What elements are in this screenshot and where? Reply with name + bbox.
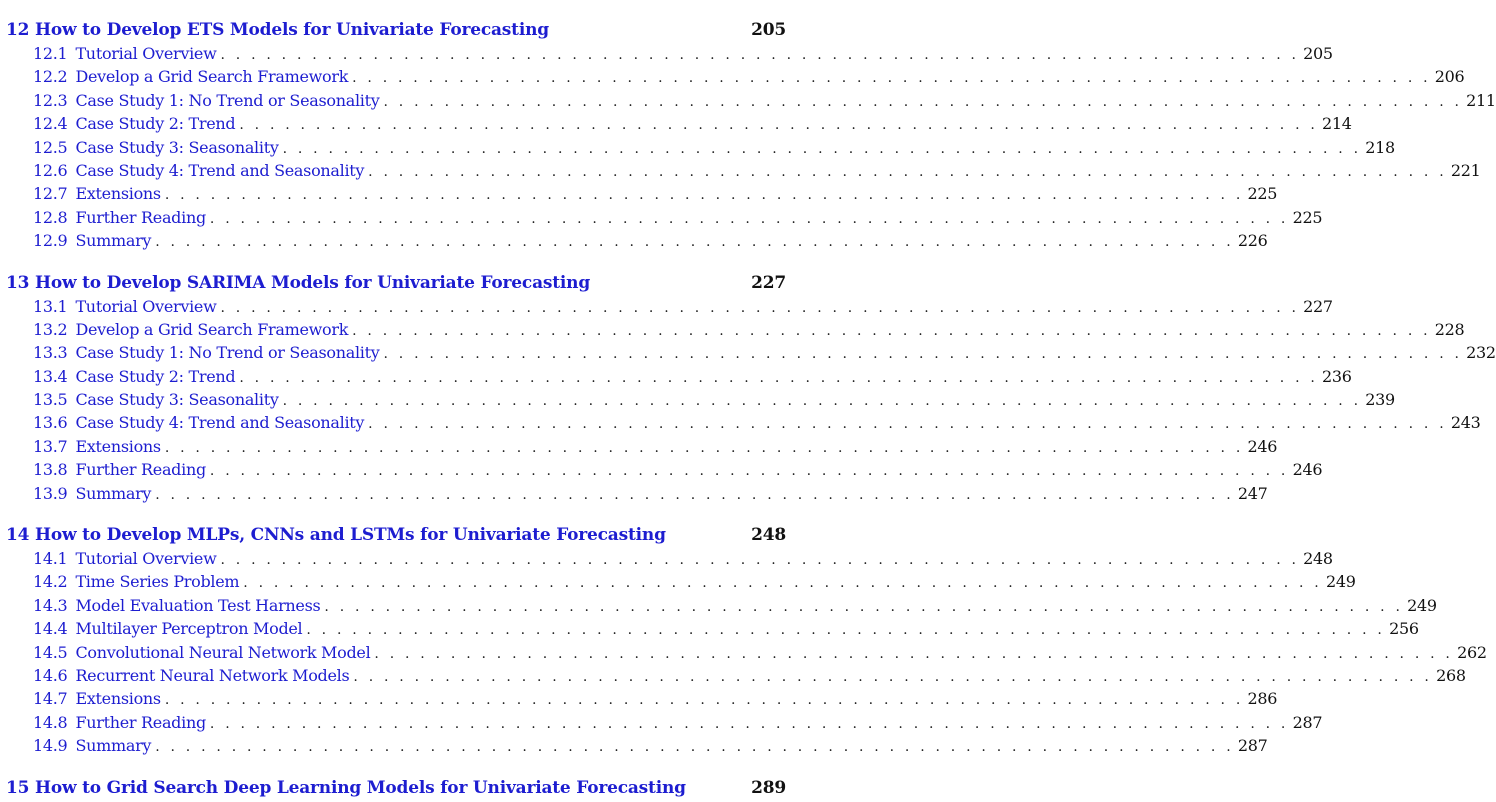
section-page-number: 243 <box>1450 413 1481 433</box>
chapter-page-number: 205 <box>751 20 786 40</box>
section-entry[interactable] <box>6 67 1465 90</box>
section-title: Case Study 2: Trend <box>75 114 236 134</box>
leader-dots: . . . . . . . . . . . . . . . . . . . . . . . . . . . . . . . . . . . . . . . . . . . . . . . . . . . . . . . . . . . . . . . . . . . . . . . <box>220 552 1300 569</box>
section-entry[interactable] <box>6 390 1395 413</box>
section-entry[interactable] <box>6 207 1323 231</box>
chapter-title: How to Develop MLPs, CNNs and LSTMs for Univariate Forecasting <box>34 525 666 546</box>
chapter-title-link[interactable] <box>6 778 686 798</box>
table-of-contents <box>6 20 1496 802</box>
section-page-number: 214 <box>1322 114 1352 134</box>
section-entry[interactable] <box>6 436 1278 460</box>
section-title: Multilayer Perceptron Model <box>75 619 303 639</box>
chapter-number: 15 <box>6 777 30 798</box>
section-title: Tutorial Overview <box>75 296 217 316</box>
leader-dots: . . . . . . . . . . . . . . . . . . . . . . . . . . . . . . . . . . . . . . . . . . . . . . . . . . . . . . . . . . . . . . . . . . . . . . . <box>164 439 1244 456</box>
section-title: Case Study 2: Trend <box>75 366 236 386</box>
leader-dots: . . . . . . . . . . . . . . . . . . . . . . . . . . . . . . . . . . . . . . . . . . . . . . . . . . . . . . . . . . . . . . . . . . . . . . . <box>353 668 1433 685</box>
section-page-number: 246 <box>1292 460 1323 480</box>
section-page-number: 268 <box>1436 665 1466 685</box>
section-page-number: 225 <box>1247 184 1278 204</box>
section-number: 14.8 <box>33 712 68 732</box>
leader-dots: . . . . . . . . . . . . . . . . . . . . . . . . . . . . . . . . . . . . . . . . . . . . . . . . . . . . . . . . . . . . . . . . . . . . . . . <box>155 739 1234 756</box>
chapter-title-link[interactable] <box>6 525 666 545</box>
section-number: 12.8 <box>33 207 68 227</box>
chapter-entry[interactable] <box>6 20 786 44</box>
section-page-number: 232 <box>1466 343 1496 363</box>
section-page-number: 286 <box>1247 689 1278 709</box>
section-title-link[interactable] <box>6 297 216 316</box>
section-title: Tutorial Overview <box>75 549 217 569</box>
section-title-link[interactable] <box>6 138 279 157</box>
section-number: 12.3 <box>33 90 68 110</box>
section-entry[interactable] <box>6 137 1395 161</box>
section-entry[interactable] <box>6 90 1496 114</box>
section-title-link[interactable] <box>6 736 151 755</box>
section-page-number: 205 <box>1303 44 1333 63</box>
toc-chapter <box>6 525 1487 760</box>
chapter-page-number: 289 <box>751 777 786 798</box>
section-title-link[interactable] <box>6 413 364 432</box>
leader-dots: . . . . . . . . . . . . . . . . . . . . . . . . . . . . . . . . . . . . . . . . . . . . . . . . . . . . . . . . . . . . . . . . . . . . . . . <box>383 93 1463 110</box>
leader-dots: . . . . . . . . . . . . . . . . . . . . . . . . . . . . . . . . . . . . . . . . . . . . . . . . . . . . . . . . . . . . . . . . . . . . . . . <box>239 117 1319 134</box>
section-entry[interactable] <box>6 460 1323 483</box>
chapter-number: 14 <box>6 525 30 546</box>
section-page-number: 249 <box>1325 572 1356 592</box>
chapter-title: How to Develop ETS Models for Univariate Forecasting <box>34 20 549 40</box>
section-title-link[interactable] <box>6 460 206 479</box>
section-title-link[interactable] <box>6 689 161 708</box>
leader-dots: . . . . . . . . . . . . . . . . . . . . . . . . . . . . . . . . . . . . . . . . . . . . . . . . . . . . . . . . . . . . . . . . . . . . . . . <box>164 187 1244 204</box>
leader-dots: . . . . . . . . . . . . . . . . . . . . . . . . . . . . . . . . . . . . . . . . . . . . . . . . . . . . . . . . . . . . . . . . . . . . . . . <box>209 463 1289 480</box>
section-title-link[interactable] <box>6 713 206 732</box>
section-number: 14.1 <box>33 549 68 569</box>
section-page-number: 227 <box>1303 296 1333 316</box>
section-page-number: 211 <box>1466 90 1496 110</box>
section-entry[interactable] <box>6 736 1268 759</box>
section-title: Further Reading <box>75 207 206 227</box>
leader-dots: . . . . . . . . . . . . . . . . . . . . . . . . . . . . . . . . . . . . . . . . . . . . . . . . . . . . . . . . . . . . . . . . . . . . . . . <box>324 598 1404 615</box>
section-number: 12.4 <box>33 114 68 134</box>
section-title: Develop a Grid Search Framework <box>75 319 349 339</box>
leader-dots: . . . . . . . . . . . . . . . . . . . . . . . . . . . . . . . . . . . . . . . . . . . . . . . . . . . . . . . . . . . . . . . . . . . . . . . <box>352 70 1431 87</box>
section-entry[interactable] <box>6 296 1333 320</box>
section-title-link[interactable] <box>6 367 235 386</box>
section-entry[interactable] <box>6 642 1487 666</box>
section-number: 13.6 <box>33 413 68 433</box>
section-page-number: 287 <box>1237 736 1268 756</box>
leader-dots: . . . . . . . . . . . . . . . . . . . . . . . . . . . . . . . . . . . . . . . . . . . . . . . . . . . . . . . . . . . . . . . . . . . . . . . <box>209 715 1289 732</box>
section-number: 14.5 <box>33 642 68 662</box>
leader-dots: . . . . . . . . . . . . . . . . . . . . . . . . . . . . . . . . . . . . . . . . . . . . . . . . . . . . . . . . . . . . . . . . . . . . . . . <box>164 692 1244 709</box>
section-number: 13.7 <box>33 436 68 456</box>
section-title-link[interactable] <box>6 619 302 638</box>
section-page-number: 246 <box>1247 436 1278 456</box>
chapter-entry[interactable] <box>6 778 786 802</box>
section-number: 12.2 <box>33 67 68 87</box>
leader-dots: . . . . . . . . . . . . . . . . . . . . . . . . . . . . . . . . . . . . . . . . . . . . . . . . . . . . . . . . . . . . . . . . . . . . . . . <box>352 322 1431 339</box>
section-title: Further Reading <box>75 460 206 480</box>
section-title-link[interactable] <box>6 208 206 227</box>
toc-chapter <box>6 272 1496 508</box>
section-entry[interactable] <box>6 114 1352 137</box>
chapter-number: 12 <box>6 20 30 40</box>
section-number: 13.9 <box>33 483 68 503</box>
section-title: Convolutional Neural Network Model <box>75 642 371 662</box>
section-entry[interactable] <box>6 665 1466 689</box>
section-number: 13.8 <box>33 460 68 480</box>
section-number: 12.6 <box>33 160 68 180</box>
section-title: Case Study 4: Trend and Seasonality <box>75 413 365 433</box>
section-number: 13.3 <box>33 343 68 363</box>
chapter-title: How to Grid Search Deep Learning Models for Univariate Forecasting <box>34 777 686 798</box>
section-title-link[interactable] <box>6 114 235 133</box>
section-number: 14.6 <box>33 665 68 685</box>
section-page-number: 247 <box>1237 483 1268 503</box>
section-title: Summary <box>75 736 152 756</box>
leader-dots: . . . . . . . . . . . . . . . . . . . . . . . . . . . . . . . . . . . . . . . . . . . . . . . . . . . . . . . . . . . . . . . . . . . . . . . <box>155 486 1234 503</box>
section-title-link[interactable] <box>6 549 216 568</box>
section-title: Develop a Grid Search Framework <box>75 67 349 87</box>
section-title-link[interactable] <box>6 161 364 180</box>
section-page-number: 228 <box>1434 319 1465 339</box>
section-title: Case Study 1: No Trend or Seasonality <box>75 90 380 110</box>
section-title-link[interactable] <box>6 343 379 362</box>
leader-dots: . . . . . . . . . . . . . . . . . . . . . . . . . . . . . . . . . . . . . . . . . . . . . . . . . . . . . . . . . . . . . . . . . . . . . . . <box>282 140 1362 157</box>
leader-dots: . . . . . . . . . . . . . . . . . . . . . . . . . . . . . . . . . . . . . . . . . . . . . . . . . . . . . . . . . . . . . . . . . . . . . . . <box>239 369 1319 386</box>
section-entry[interactable] <box>6 619 1419 642</box>
section-number: 14.9 <box>33 736 68 756</box>
section-number: 14.3 <box>33 595 68 615</box>
section-title: Case Study 4: Trend and Seasonality <box>75 160 365 180</box>
section-entry[interactable] <box>6 595 1437 619</box>
section-title-link[interactable] <box>6 643 370 662</box>
section-title: Case Study 3: Seasonality <box>75 390 279 410</box>
section-number: 13.1 <box>33 296 68 316</box>
toc-chapter <box>6 778 786 802</box>
section-title: Extensions <box>75 689 161 709</box>
section-title: Summary <box>75 483 152 503</box>
section-title-link[interactable] <box>6 44 216 63</box>
section-title: Case Study 1: No Trend or Seasonality <box>75 343 380 363</box>
section-entry[interactable] <box>6 572 1356 595</box>
chapter-title-link[interactable] <box>6 20 549 40</box>
section-entry[interactable] <box>6 413 1481 436</box>
section-entry[interactable] <box>6 483 1268 507</box>
section-title-link[interactable] <box>6 67 348 86</box>
section-number: 13.5 <box>33 390 68 410</box>
section-entry[interactable] <box>6 319 1465 343</box>
section-title-link[interactable] <box>6 390 279 409</box>
section-page-number: 221 <box>1450 160 1481 180</box>
section-entry[interactable] <box>6 549 1333 572</box>
section-title-link[interactable] <box>6 572 239 591</box>
section-title: Extensions <box>75 184 161 204</box>
section-number: 12.7 <box>33 184 68 204</box>
section-title: Time Series Problem <box>75 572 240 592</box>
leader-dots: . . . . . . . . . . . . . . . . . . . . . . . . . . . . . . . . . . . . . . . . . . . . . . . . . . . . . . . . . . . . . . . . . . . . . . . <box>368 416 1447 433</box>
section-title-link[interactable] <box>6 91 379 110</box>
section-number: 14.2 <box>33 572 68 592</box>
section-title: Case Study 3: Seasonality <box>75 137 279 157</box>
leader-dots: . . . . . . . . . . . . . . . . . . . . . . . . . . . . . . . . . . . . . . . . . . . . . . . . . . . . . . . . . . . . . . . . . . . . . . . <box>209 210 1289 227</box>
section-entry[interactable] <box>6 366 1352 390</box>
section-title: Extensions <box>75 436 161 456</box>
chapter-page-number: 227 <box>751 272 786 293</box>
section-title-link[interactable] <box>6 320 348 339</box>
section-number: 12.5 <box>33 137 68 157</box>
section-title: Recurrent Neural Network Models <box>75 665 350 685</box>
section-page-number: 262 <box>1457 642 1487 662</box>
section-title-link[interactable] <box>6 666 349 685</box>
leader-dots: . . . . . . . . . . . . . . . . . . . . . . . . . . . . . . . . . . . . . . . . . . . . . . . . . . . . . . . . . . . . . . . . . . . . . . . <box>306 622 1386 639</box>
section-page-number: 226 <box>1237 231 1268 251</box>
chapter-page-number: 248 <box>751 525 786 546</box>
section-page-number: 236 <box>1322 366 1352 386</box>
section-number: 13.4 <box>33 366 68 386</box>
section-number: 14.7 <box>33 689 68 709</box>
chapter-title: How to Develop SARIMA Models for Univariate Forecasting <box>34 272 591 293</box>
chapter-title-link[interactable] <box>6 273 590 293</box>
section-page-number: 239 <box>1365 390 1395 410</box>
section-page-number: 218 <box>1365 137 1395 157</box>
leader-dots: . . . . . . . . . . . . . . . . . . . . . . . . . . . . . . . . . . . . . . . . . . . . . . . . . . . . . . . . . . . . . . . . . . . . . . . <box>368 163 1447 180</box>
section-entry[interactable] <box>6 184 1278 207</box>
section-page-number: 225 <box>1292 207 1323 227</box>
section-number: 14.4 <box>33 619 68 639</box>
section-entry[interactable] <box>6 44 1333 67</box>
section-title: Further Reading <box>75 712 206 732</box>
section-page-number: 206 <box>1434 67 1465 87</box>
section-number: 12.9 <box>33 231 68 251</box>
section-page-number: 249 <box>1407 595 1437 615</box>
section-entry[interactable] <box>6 712 1323 736</box>
chapter-number: 13 <box>6 272 30 293</box>
section-number: 12.1 <box>33 44 68 63</box>
leader-dots: . . . . . . . . . . . . . . . . . . . . . . . . . . . . . . . . . . . . . . . . . . . . . . . . . . . . . . . . . . . . . . . . . . . . . . . <box>374 645 1454 662</box>
chapter-entry[interactable] <box>6 525 786 549</box>
leader-dots: . . . . . . . . . . . . . . . . . . . . . . . . . . . . . . . . . . . . . . . . . . . . . . . . . . . . . . . . . . . . . . . . . . . . . . . <box>155 234 1234 251</box>
section-title: Summary <box>75 231 152 251</box>
section-title-link[interactable] <box>6 596 320 615</box>
toc-chapter <box>6 20 1496 255</box>
section-title-link[interactable] <box>6 437 161 456</box>
section-title-link[interactable] <box>6 184 161 203</box>
section-page-number: 287 <box>1292 712 1323 732</box>
section-page-number: 248 <box>1303 549 1333 569</box>
section-title-link[interactable] <box>6 484 151 503</box>
leader-dots: . . . . . . . . . . . . . . . . . . . . . . . . . . . . . . . . . . . . . . . . . . . . . . . . . . . . . . . . . . . . . . . . . . . . . . . <box>243 575 1322 592</box>
section-entry[interactable] <box>6 160 1481 184</box>
section-title: Tutorial Overview <box>75 44 217 63</box>
section-entry[interactable] <box>6 689 1278 712</box>
section-entry[interactable] <box>6 343 1496 366</box>
section-page-number: 256 <box>1389 619 1419 639</box>
chapter-entry[interactable] <box>6 273 786 297</box>
section-title-link[interactable] <box>6 231 151 250</box>
section-number: 13.2 <box>33 319 68 339</box>
leader-dots: . . . . . . . . . . . . . . . . . . . . . . . . . . . . . . . . . . . . . . . . . . . . . . . . . . . . . . . . . . . . . . . . . . . . . . . <box>383 346 1463 363</box>
leader-dots: . . . . . . . . . . . . . . . . . . . . . . . . . . . . . . . . . . . . . . . . . . . . . . . . . . . . . . . . . . . . . . . . . . . . . . . <box>220 47 1300 63</box>
leader-dots: . . . . . . . . . . . . . . . . . . . . . . . . . . . . . . . . . . . . . . . . . . . . . . . . . . . . . . . . . . . . . . . . . . . . . . . <box>220 299 1300 316</box>
leader-dots: . . . . . . . . . . . . . . . . . . . . . . . . . . . . . . . . . . . . . . . . . . . . . . . . . . . . . . . . . . . . . . . . . . . . . . . <box>282 393 1362 410</box>
section-title: Model Evaluation Test Harness <box>75 595 321 615</box>
section-entry[interactable] <box>6 231 1268 254</box>
